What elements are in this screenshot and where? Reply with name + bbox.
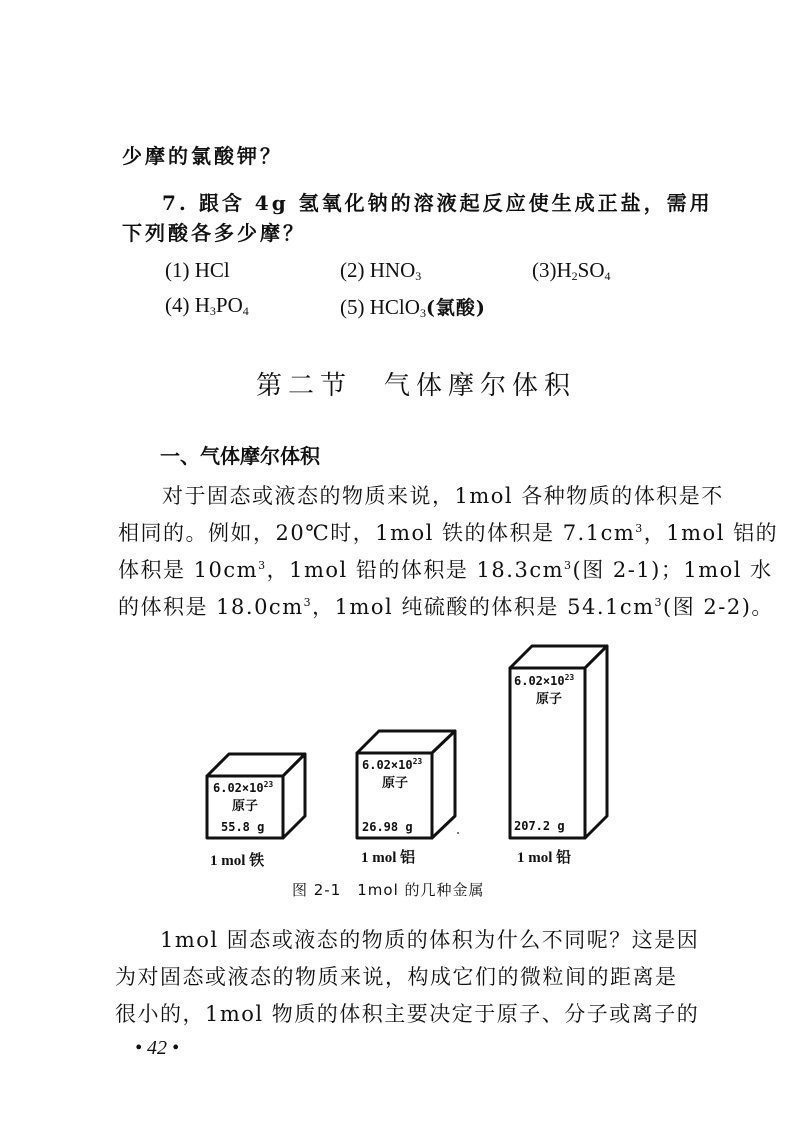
subscript: 2: [571, 269, 578, 283]
option-note: (氯酸): [425, 297, 486, 319]
option-5: [340, 293, 486, 321]
text-span: ，1mol 纯硫酸的体积是 54.1cm: [312, 595, 655, 619]
text-span: ，1mol 铅的体积是 18.3cm: [266, 558, 564, 582]
text-span: 相同的。例如，20℃时，1mol 铁的体积是 7.1cm: [118, 521, 636, 545]
subscript: 3: [415, 269, 422, 283]
exercise-continued-line: 少摩的氯酸钾？: [122, 144, 283, 168]
superscript: 3: [303, 596, 313, 609]
box-lead-unit: 原子: [536, 692, 563, 707]
superscript: 3: [258, 559, 267, 572]
box-iron-count: $6.02\times 10^{23}$: [213, 780, 274, 795]
box-aluminum-unit: 原子: [382, 776, 409, 791]
text-span: ，1mol 铝的: [643, 521, 779, 545]
superscript: 3: [654, 596, 664, 609]
option-formula: HNO: [369, 258, 416, 282]
subscript: 4: [604, 269, 611, 283]
text-span: (图 2-1)；1mol 水: [572, 558, 773, 582]
superscript: 3: [564, 559, 573, 572]
box-iron-label: 1 mol 铁: [210, 853, 265, 869]
subscript: 3: [419, 306, 426, 320]
box-lead-label: 1 mol 铅: [517, 850, 572, 866]
subscript: 4: [242, 304, 249, 318]
formula-part: H: [194, 293, 210, 317]
paragraph-2-line-1: 1mol 固态或液态的物质的体积为什么不同呢？这是因: [160, 928, 700, 952]
formula-part: H: [556, 258, 572, 282]
question-7-line-2: 下列酸各多少摩？: [122, 221, 306, 245]
option-number: (5): [340, 295, 365, 319]
text-span: 体积是 10cm: [118, 558, 259, 582]
superscript: 3: [635, 522, 644, 535]
paragraph-2-line-2: 为对固态或液态的物质来说，构成它们的微粒间的距离是: [115, 965, 678, 989]
box-iron-unit: 原子: [232, 799, 259, 814]
paragraph-1-line-2: [118, 517, 778, 547]
option-4: [165, 293, 249, 319]
section-title: 第二节 气体摩尔体积: [256, 371, 577, 401]
paragraph-1-line-4: [118, 591, 774, 621]
text-span: 的体积是 18.0cm: [118, 595, 304, 619]
option-formula: HCl: [194, 258, 230, 282]
figure-caption: 图 2-1 1mol 的几种金属: [292, 881, 485, 899]
box-aluminum-mass: 26.98 g: [362, 820, 413, 834]
formula-part: SO: [577, 258, 605, 282]
formula-part: PO: [215, 293, 243, 317]
paragraph-1-line-3: [118, 554, 773, 584]
option-number: (3): [532, 258, 557, 282]
box-aluminum-label: 1 mol 铝: [361, 850, 416, 866]
question-7-line-1: 7. 跟含 4g 氢氧化钠的溶液起反应使生成正盐，需用: [162, 191, 713, 215]
paragraph-1-line-1: 对于固态或液态的物质来说，1mol 各种物质的体积是不: [162, 484, 724, 508]
text-span: (图 2-2)。: [663, 595, 774, 619]
option-number: (4): [165, 293, 190, 317]
option-number: (2): [340, 258, 365, 282]
option-3: [532, 258, 611, 284]
formula-part: HClO: [369, 295, 420, 319]
paragraph-2-line-3: 很小的，1mol 物质的体积主要决定于原子、分子或离子的: [115, 1002, 700, 1026]
box-iron-mass: 55.8 g: [221, 820, 265, 834]
subsection-heading: 一、气体摩尔体积: [160, 444, 320, 468]
page-number: • 42 •: [135, 1037, 180, 1059]
box-lead-count: $6.02\times 10^{23}$: [514, 673, 575, 688]
subscript: 3: [209, 304, 216, 318]
option-2: [340, 258, 421, 284]
option-1: [165, 258, 230, 283]
option-number: (1): [165, 258, 190, 282]
box-lead-mass: 207.2 g: [514, 819, 565, 833]
box-aluminum-count: $6.02\times 10^{23}$: [362, 757, 423, 772]
